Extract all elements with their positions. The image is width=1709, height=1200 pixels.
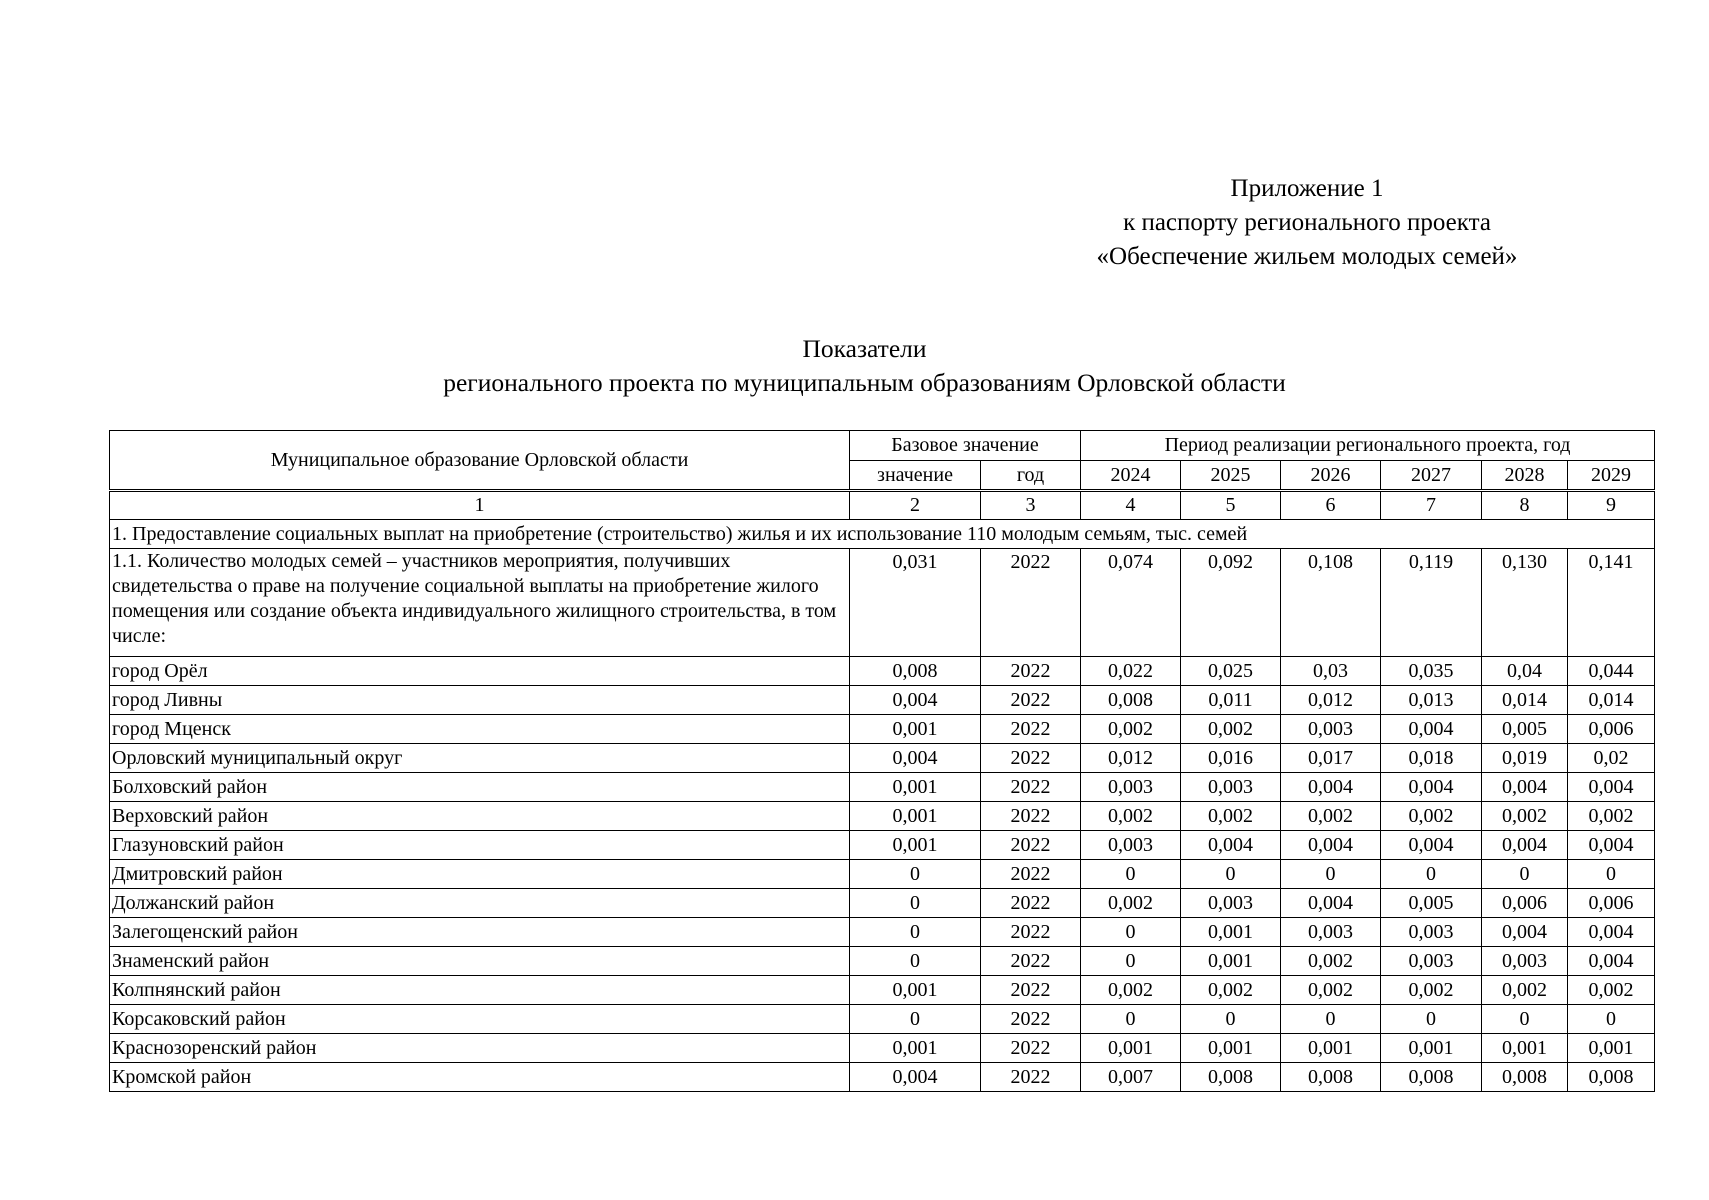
header-year-2026: 2026 (1281, 461, 1381, 491)
municipality-name: город Ливны (110, 686, 850, 715)
year-value-cell: 0,014 (1568, 686, 1655, 715)
year-value-cell: 0,004 (1568, 918, 1655, 947)
indicator-name: 1.1. Количество молодых семей – участников мероприятия, получивших свидетельства о праве на получение социальной выплаты на приобретение жилого помещения или создание объекта индивидуального жилищного строительства, в том числе: (110, 549, 850, 657)
year-value-cell: 0,130 (1482, 549, 1568, 657)
base-year-cell: 2022 (981, 549, 1081, 657)
year-value-cell: 0,001 (1181, 947, 1281, 976)
table-row (110, 744, 1655, 773)
base-value-cell: 0 (850, 947, 981, 976)
year-value-cell: 0,012 (1281, 686, 1381, 715)
column-number: 7 (1381, 491, 1482, 520)
column-number: 4 (1081, 491, 1181, 520)
year-value-cell: 0 (1482, 860, 1568, 889)
year-value-cell: 0,011 (1181, 686, 1281, 715)
year-value-cell: 0 (1568, 1005, 1655, 1034)
appendix-heading (1047, 172, 1567, 274)
municipality-name: Дмитровский район (110, 860, 850, 889)
municipality-name: Глазуновский район (110, 831, 850, 860)
base-year-cell: 2022 (981, 1005, 1081, 1034)
base-value-cell: 0,004 (850, 686, 981, 715)
year-value-cell: 0,001 (1381, 1034, 1482, 1063)
appendix-line-2: к паспорту регионального проекта (1123, 209, 1491, 236)
year-value-cell: 0,004 (1381, 773, 1482, 802)
table-row (110, 918, 1655, 947)
year-value-cell: 0,013 (1381, 686, 1482, 715)
column-number: 5 (1181, 491, 1281, 520)
year-value-cell: 0,001 (1181, 918, 1281, 947)
year-value-cell: 0,002 (1482, 976, 1568, 1005)
year-value-cell: 0,001 (1568, 1034, 1655, 1063)
year-value-cell: 0,003 (1482, 947, 1568, 976)
table-row (110, 947, 1655, 976)
header-year-2024: 2024 (1081, 461, 1181, 491)
year-value-cell: 0,008 (1281, 1063, 1381, 1092)
year-value-cell: 0 (1281, 1005, 1381, 1034)
base-year-cell: 2022 (981, 889, 1081, 918)
year-value-cell: 0,003 (1081, 773, 1181, 802)
year-value-cell: 0,004 (1568, 947, 1655, 976)
year-value-cell: 0,035 (1381, 657, 1482, 686)
indicators-table (109, 430, 1655, 1092)
year-value-cell: 0,004 (1281, 831, 1381, 860)
header-year: год (981, 461, 1081, 491)
year-value-cell: 0,004 (1482, 773, 1568, 802)
year-value-cell: 0,005 (1482, 715, 1568, 744)
base-value-cell: 0,001 (850, 715, 981, 744)
appendix-line-1: Приложение 1 (1230, 175, 1384, 202)
column-number-row (110, 491, 1655, 520)
year-value-cell: 0,002 (1281, 976, 1381, 1005)
base-value-cell: 0,001 (850, 773, 981, 802)
table-row (110, 1005, 1655, 1034)
base-year-cell: 2022 (981, 918, 1081, 947)
table-row (110, 1034, 1655, 1063)
title-line-2: регионального проекта по муниципальным образованиям Орловской области (443, 368, 1286, 397)
year-value-cell: 0 (1568, 860, 1655, 889)
year-value-cell: 0,006 (1568, 889, 1655, 918)
base-value-cell: 0,001 (850, 802, 981, 831)
year-value-cell: 0,002 (1081, 889, 1181, 918)
year-value-cell: 0,002 (1181, 802, 1281, 831)
column-number: 3 (981, 491, 1081, 520)
base-value-cell: 0,004 (850, 1063, 981, 1092)
municipality-name: Кромской район (110, 1063, 850, 1092)
title-line-1: Показатели (802, 334, 927, 363)
header-value: значение (850, 461, 981, 491)
year-value-cell: 0,008 (1381, 1063, 1482, 1092)
base-value-cell: 0 (850, 1005, 981, 1034)
municipality-name: Знаменский район (110, 947, 850, 976)
table-row (110, 860, 1655, 889)
header-year-2027: 2027 (1381, 461, 1482, 491)
year-value-cell: 0,004 (1482, 918, 1568, 947)
base-value-cell: 0 (850, 860, 981, 889)
municipality-name: Болховский район (110, 773, 850, 802)
table-row (110, 976, 1655, 1005)
year-value-cell: 0,014 (1482, 686, 1568, 715)
year-value-cell: 0,001 (1482, 1034, 1568, 1063)
year-value-cell: 0,002 (1081, 802, 1181, 831)
year-value-cell: 0,022 (1081, 657, 1181, 686)
year-value-cell: 0,006 (1482, 889, 1568, 918)
base-year-cell: 2022 (981, 715, 1081, 744)
year-value-cell: 0,004 (1181, 831, 1281, 860)
column-number: 6 (1281, 491, 1381, 520)
year-value-cell: 0,001 (1181, 1034, 1281, 1063)
base-value-cell: 0,008 (850, 657, 981, 686)
header-base-value: Базовое значение (850, 431, 1081, 461)
year-value-cell: 0,002 (1281, 802, 1381, 831)
base-value-cell: 0,001 (850, 976, 981, 1005)
municipality-name: Корсаковский район (110, 1005, 850, 1034)
table-row (110, 802, 1655, 831)
header-year-2025: 2025 (1181, 461, 1281, 491)
year-value-cell: 0,003 (1281, 918, 1381, 947)
year-value-cell: 0,005 (1381, 889, 1482, 918)
header-row-1 (110, 431, 1655, 461)
municipality-name: Должанский район (110, 889, 850, 918)
municipality-name: Краснозоренский район (110, 1034, 850, 1063)
year-value-cell: 0,002 (1381, 976, 1482, 1005)
year-value-cell: 0,016 (1181, 744, 1281, 773)
year-value-cell: 0,008 (1181, 1063, 1281, 1092)
year-value-cell: 0 (1482, 1005, 1568, 1034)
year-value-cell: 0,004 (1281, 889, 1381, 918)
year-value-cell: 0,003 (1181, 889, 1281, 918)
year-value-cell: 0,008 (1081, 686, 1181, 715)
year-value-cell: 0,003 (1381, 947, 1482, 976)
year-value-cell: 0,108 (1281, 549, 1381, 657)
year-value-cell: 0 (1081, 1005, 1181, 1034)
base-value-cell: 0,001 (850, 1034, 981, 1063)
year-value-cell: 0,006 (1568, 715, 1655, 744)
year-value-cell: 0,004 (1568, 831, 1655, 860)
column-number: 9 (1568, 491, 1655, 520)
year-value-cell: 0,04 (1482, 657, 1568, 686)
base-year-cell: 2022 (981, 802, 1081, 831)
year-value-cell: 0,03 (1281, 657, 1381, 686)
base-year-cell: 2022 (981, 657, 1081, 686)
year-value-cell: 0,004 (1381, 715, 1482, 744)
column-number: 8 (1482, 491, 1568, 520)
year-value-cell: 0,004 (1482, 831, 1568, 860)
year-value-cell: 0,002 (1181, 715, 1281, 744)
year-value-cell: 0,02 (1568, 744, 1655, 773)
year-value-cell: 0,004 (1281, 773, 1381, 802)
year-value-cell: 0,017 (1281, 744, 1381, 773)
year-value-cell: 0,003 (1081, 831, 1181, 860)
column-number: 1 (110, 491, 850, 520)
header-year-2028: 2028 (1482, 461, 1568, 491)
base-year-cell: 2022 (981, 744, 1081, 773)
table-row (110, 889, 1655, 918)
year-value-cell: 0,018 (1381, 744, 1482, 773)
municipality-name: Залегощенский район (110, 918, 850, 947)
year-value-cell: 0 (1081, 860, 1181, 889)
base-value-cell: 0 (850, 918, 981, 947)
indicator-row (110, 549, 1655, 657)
base-year-cell: 2022 (981, 1034, 1081, 1063)
table-row (110, 773, 1655, 802)
base-year-cell: 2022 (981, 947, 1081, 976)
year-value-cell: 0,008 (1568, 1063, 1655, 1092)
municipality-name: город Орёл (110, 657, 850, 686)
year-value-cell: 0,007 (1081, 1063, 1181, 1092)
year-value-cell: 0,008 (1482, 1063, 1568, 1092)
column-number: 2 (850, 491, 981, 520)
municipality-name: город Мценск (110, 715, 850, 744)
year-value-cell: 0,092 (1181, 549, 1281, 657)
year-value-cell: 0 (1081, 947, 1181, 976)
year-value-cell: 0,002 (1081, 715, 1181, 744)
year-value-cell: 0,001 (1281, 1034, 1381, 1063)
municipality-name: Верховский район (110, 802, 850, 831)
year-value-cell: 0,012 (1081, 744, 1181, 773)
year-value-cell: 0,004 (1568, 773, 1655, 802)
year-value-cell: 0,141 (1568, 549, 1655, 657)
year-value-cell: 0,003 (1381, 918, 1482, 947)
year-value-cell: 0,002 (1381, 802, 1482, 831)
base-value-cell: 0,001 (850, 831, 981, 860)
appendix-line-3: «Обеспечение жильем молодых семей» (1096, 243, 1518, 270)
table-row (110, 715, 1655, 744)
year-value-cell: 0,044 (1568, 657, 1655, 686)
year-value-cell: 0,002 (1081, 976, 1181, 1005)
table-row (110, 657, 1655, 686)
base-year-cell: 2022 (981, 773, 1081, 802)
header-municipality: Муниципальное образование Орловской области (110, 431, 850, 491)
table-row (110, 686, 1655, 715)
base-year-cell: 2022 (981, 976, 1081, 1005)
document-title (0, 332, 1709, 400)
year-value-cell: 0,002 (1568, 802, 1655, 831)
year-value-cell: 0,004 (1381, 831, 1482, 860)
base-year-cell: 2022 (981, 831, 1081, 860)
base-year-cell: 2022 (981, 686, 1081, 715)
base-value-cell: 0,031 (850, 549, 981, 657)
section-row (110, 520, 1655, 549)
year-value-cell: 0,025 (1181, 657, 1281, 686)
year-value-cell: 0,003 (1181, 773, 1281, 802)
base-value-cell: 0 (850, 889, 981, 918)
header-year-2029: 2029 (1568, 461, 1655, 491)
year-value-cell: 0,003 (1281, 715, 1381, 744)
year-value-cell: 0,019 (1482, 744, 1568, 773)
year-value-cell: 0 (1381, 860, 1482, 889)
year-value-cell: 0 (1181, 1005, 1281, 1034)
year-value-cell: 0,001 (1081, 1034, 1181, 1063)
municipality-name: Колпнянский район (110, 976, 850, 1005)
section-title: 1. Предоставление социальных выплат на приобретение (строительство) жилья и их использование 110 молодым семьям, тыс. семей (110, 520, 1655, 549)
year-value-cell: 0 (1281, 860, 1381, 889)
year-value-cell: 0 (1381, 1005, 1482, 1034)
header-period: Период реализации регионального проекта, год (1081, 431, 1655, 461)
year-value-cell: 0,002 (1482, 802, 1568, 831)
year-value-cell: 0 (1181, 860, 1281, 889)
base-year-cell: 2022 (981, 860, 1081, 889)
table-row (110, 1063, 1655, 1092)
year-value-cell: 0,002 (1281, 947, 1381, 976)
table-row (110, 831, 1655, 860)
base-year-cell: 2022 (981, 1063, 1081, 1092)
year-value-cell: 0,119 (1381, 549, 1482, 657)
base-value-cell: 0,004 (850, 744, 981, 773)
year-value-cell: 0,002 (1181, 976, 1281, 1005)
year-value-cell: 0,002 (1568, 976, 1655, 1005)
municipality-name: Орловский муниципальный округ (110, 744, 850, 773)
year-value-cell: 0 (1081, 918, 1181, 947)
year-value-cell: 0,074 (1081, 549, 1181, 657)
